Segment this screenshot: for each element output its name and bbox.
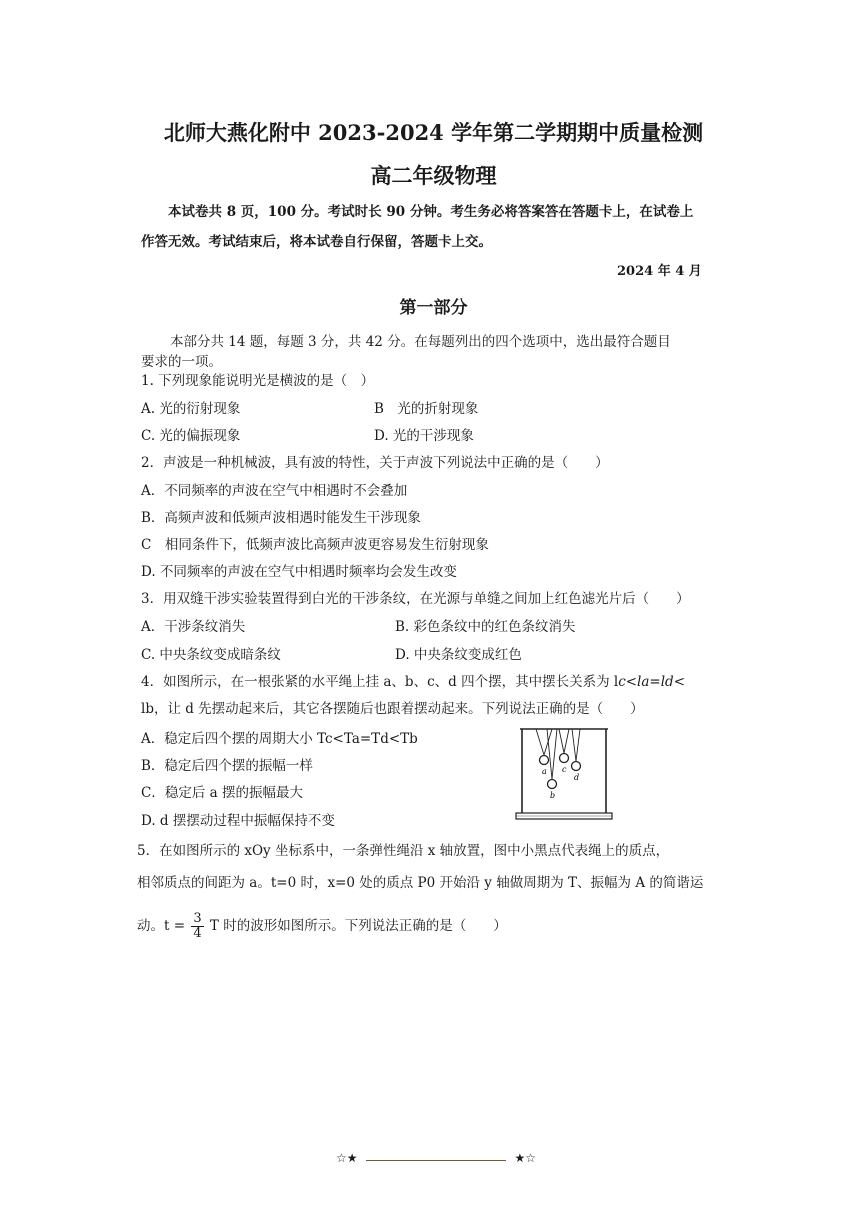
exam-title: 北师大燕化附中 2023-2024 学年第二学期期中质量检测 [163,120,704,145]
pendulum-label-c: c [562,765,567,774]
exam-date: 2024 年 4 月 [617,264,702,279]
q4-stem-tail: c<la=ld< [618,674,686,690]
q3-stem: 3．用双缝干涉实验装置得到白光的干涉条纹，在光源与单缝之间加上红色滤光片后（ ） [141,591,690,607]
exam-subtitle: 高二年级物理 [370,163,497,188]
part1-instruction-1: 本部分共 14 题，每题 3 分，共 42 分。在每题列出的四个选项中，选出最符合题目 [170,334,671,350]
pendulum-a-bob [540,756,549,765]
footer-stars-left: ☆★ [336,1151,358,1165]
pendulum-d-string [572,729,580,761]
q3-option-c: C. 中央条纹变成暗条纹 [141,647,281,663]
q5-line-3 [137,908,507,944]
q4-stem-line-2: lb，让 d 先摆动起来后，其它各摆随后也跟着摆动起来。下列说法正确的是（ ） [141,701,644,717]
q1-option-c: C. 光的偏振现象 [141,428,241,444]
q4-stem-text: 4．如图所示，在一根张紧的水平绳上挂 a、b、c、d 四个摆，其中摆长关系为 l [141,674,619,690]
intro-line-2: 作答无效。考试结束后，将本试卷自行保留，答题卡上交。 [141,234,492,250]
footer-stars-right: ★☆ [514,1151,536,1165]
q4-option-d: D. d 摆摆动过程中振幅保持不变 [141,813,335,829]
pendulum-label-d: d [574,773,580,782]
footer-divider-line [366,1160,506,1161]
pendulum-d-bob [572,762,581,771]
q1-option-b: B 光的折射现象 [374,401,479,417]
q5-fraction-denominator: 4 [193,926,202,941]
pendulum-c-bob [560,754,569,763]
q1-option-a: A. 光的衍射现象 [141,401,241,417]
q1-option-d: D. 光的干涉现象 [374,428,474,444]
q1-stem: 1. 下列现象能说明光是横波的是（ ） [141,373,375,389]
q3-option-a: A．干涉条纹消失 [141,619,246,635]
q4-option-b: B．稳定后四个摆的振幅一样 [141,758,313,774]
part1-heading: 第一部分 [399,298,468,318]
q2-option-c: C 相同条件下，低频声波比高频声波更容易发生衍射现象 [141,537,489,553]
q4-stem-line-1 [141,673,685,691]
q2-option-a: A．不同频率的声波在空气中相遇时不会叠加 [141,483,408,499]
q4-option-c: C．稳定后 a 摆的振幅最大 [141,785,303,801]
pendulum-c-string [559,729,569,753]
pendulum-b-string [547,729,557,779]
q3-option-b: B. 彩色条纹中的红色条纹消失 [395,619,576,635]
pendulum-figure [514,727,614,824]
page-footer-ornament [336,1151,536,1169]
pendulum-label-a: a [542,767,547,776]
q5-line-1: 5．在如图所示的 xOy 坐标系中，一条弹性绳沿 x 轴放置，图中小黑点代表绳上的质点， [137,843,670,859]
q4-option-a: A．稳定后四个摆的周期大小 Tc<Ta=Td<Tb [141,731,418,747]
q5-fraction [191,912,203,941]
q5-line-3-pre: 动。t = [137,918,186,934]
q2-option-b: B．高频声波和低频声波相遇时能发生干涉现象 [141,510,421,526]
q5-line-3-post: T 时的波形如图所示。下列说法正确的是（ ） [209,918,507,934]
q2-stem: 2．声波是一种机械波，具有波的特性，关于声波下列说法中正确的是（ ） [141,455,609,471]
q5-line-2: 相邻质点的间距为 a。t=0 时，x=0 处的质点 P0 开始沿 y 轴做周期为 T、振幅为 A 的简谐运 [137,875,704,891]
q5-fraction-numerator: 3 [193,911,202,926]
q2-option-d: D. 不同频率的声波在空气中相遇时频率均会发生改变 [141,564,457,580]
intro-line-1: 本试卷共 8 页，100 分。考试时长 90 分钟。考生务必将答案答在答题卡上，在试卷上 [168,204,694,220]
pendulum-label-b: b [550,791,556,800]
part1-instruction-2: 要求的一项。 [141,354,222,370]
pendulum-b-bob [548,780,557,789]
q3-option-d: D. 中央条纹变成红色 [395,647,522,663]
